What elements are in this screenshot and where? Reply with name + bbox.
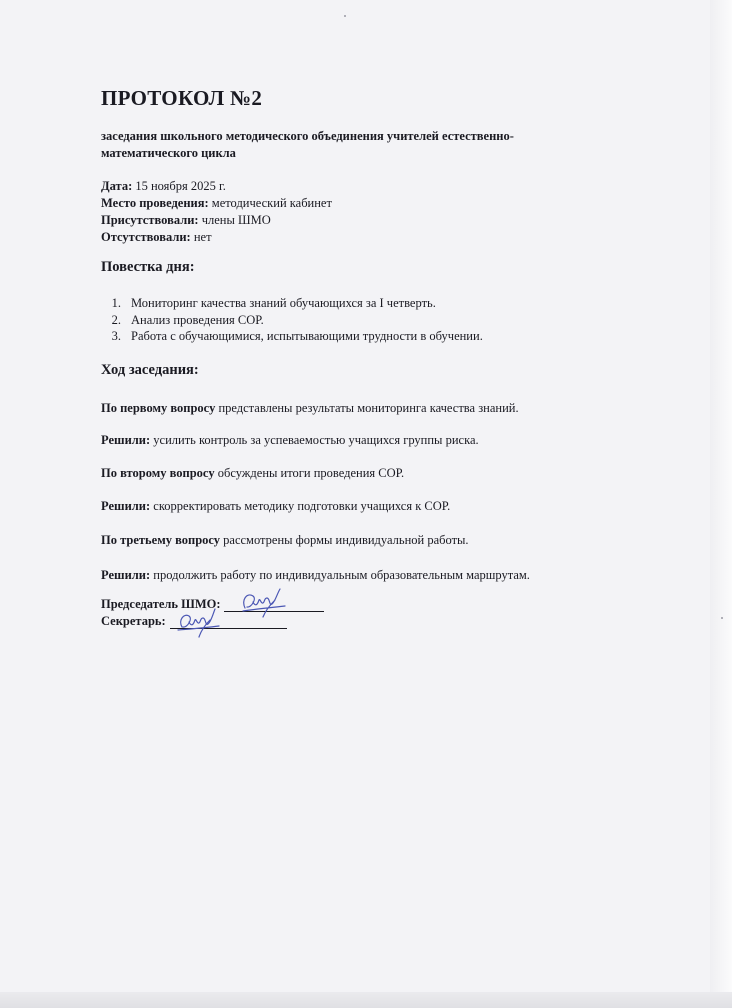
- agenda-list: [101, 295, 483, 345]
- proceedings-decision: [101, 432, 479, 449]
- agenda-item: [101, 312, 483, 329]
- agenda-item-text: Анализ проведения СОР.: [131, 312, 264, 327]
- agenda-item: [101, 295, 483, 312]
- paragraph-text: продолжить работу по индивидуальным образовательным маршрутам.: [150, 568, 530, 582]
- paper-speck: [344, 15, 346, 17]
- paragraph-lead: Решили:: [101, 499, 151, 513]
- meeting-date: [101, 178, 332, 195]
- paragraph-lead: По второму вопросу: [101, 466, 215, 480]
- meeting-date-value: 15 ноября 2025 г.: [132, 179, 226, 193]
- agenda-item-text: Мониторинг качества знаний обучающихся за I четверть.: [131, 296, 436, 310]
- secretary-label: Секретарь:: [101, 614, 166, 628]
- meeting-absent-label: Отсутствовали:: [101, 230, 191, 244]
- paragraph-lead: Решили:: [101, 433, 151, 447]
- paragraph-text: представлены результаты мониторинга качества знаний.: [215, 401, 519, 415]
- proceedings-decision: [101, 498, 450, 515]
- secretary-handwritten-signature: [175, 607, 221, 639]
- meeting-absent-value: нет: [190, 230, 212, 244]
- paragraph-text: скорректировать методику подготовки учащихся к СОР.: [150, 499, 451, 513]
- agenda-heading: Повестка дня:: [101, 259, 195, 275]
- agenda-item-number: 3.: [111, 329, 121, 343]
- proceedings-decision: [101, 567, 530, 584]
- paragraph-text: обсуждены итоги проведения СОР.: [214, 466, 405, 480]
- proceedings-heading: Ход заседания:: [101, 362, 199, 378]
- proceedings-paragraph: [101, 400, 519, 417]
- meeting-present-label: Присутствовали:: [101, 213, 199, 227]
- document-subtitle: заседания школьного методического объединения учителей естественно-математического цикла: [101, 129, 514, 160]
- agenda-item-number: 1.: [111, 296, 121, 310]
- paragraph-lead: По третьему вопросу: [101, 533, 221, 547]
- paragraph-lead: По первому вопросу: [101, 401, 216, 415]
- meeting-present-value: члены ШМО: [198, 213, 271, 227]
- meeting-present: [101, 212, 332, 229]
- page-right-edge: [710, 0, 732, 1008]
- chair-handwritten-signature: [239, 586, 287, 620]
- paragraph-text: рассмотрены формы индивидуальной работы.: [220, 533, 469, 547]
- agenda-item-text: Работа с обучающимися, испытывающими трудности в обучении.: [131, 329, 483, 343]
- meeting-date-label: Дата:: [101, 179, 133, 193]
- meeting-absent: [101, 229, 332, 246]
- proceedings-paragraph: [101, 465, 404, 482]
- chair-label: Председатель ШМО:: [101, 597, 221, 611]
- paper-speck: [721, 617, 723, 619]
- paragraph-lead: Решили:: [101, 568, 151, 582]
- meeting-place-label: Место проведения:: [101, 196, 209, 210]
- meeting-details: [101, 178, 332, 246]
- meeting-place-value: методический кабинет: [208, 196, 332, 210]
- meeting-place: [101, 195, 332, 212]
- paragraph-text: усилить контроль за успеваемостью учащихся группы риска.: [150, 433, 479, 447]
- page-bottom-edge: [0, 992, 732, 1008]
- agenda-item-number: 2.: [111, 312, 121, 327]
- proceedings-paragraph: [101, 532, 469, 549]
- agenda-item: [101, 328, 483, 345]
- document-title: ПРОТОКОЛ №2: [101, 86, 263, 110]
